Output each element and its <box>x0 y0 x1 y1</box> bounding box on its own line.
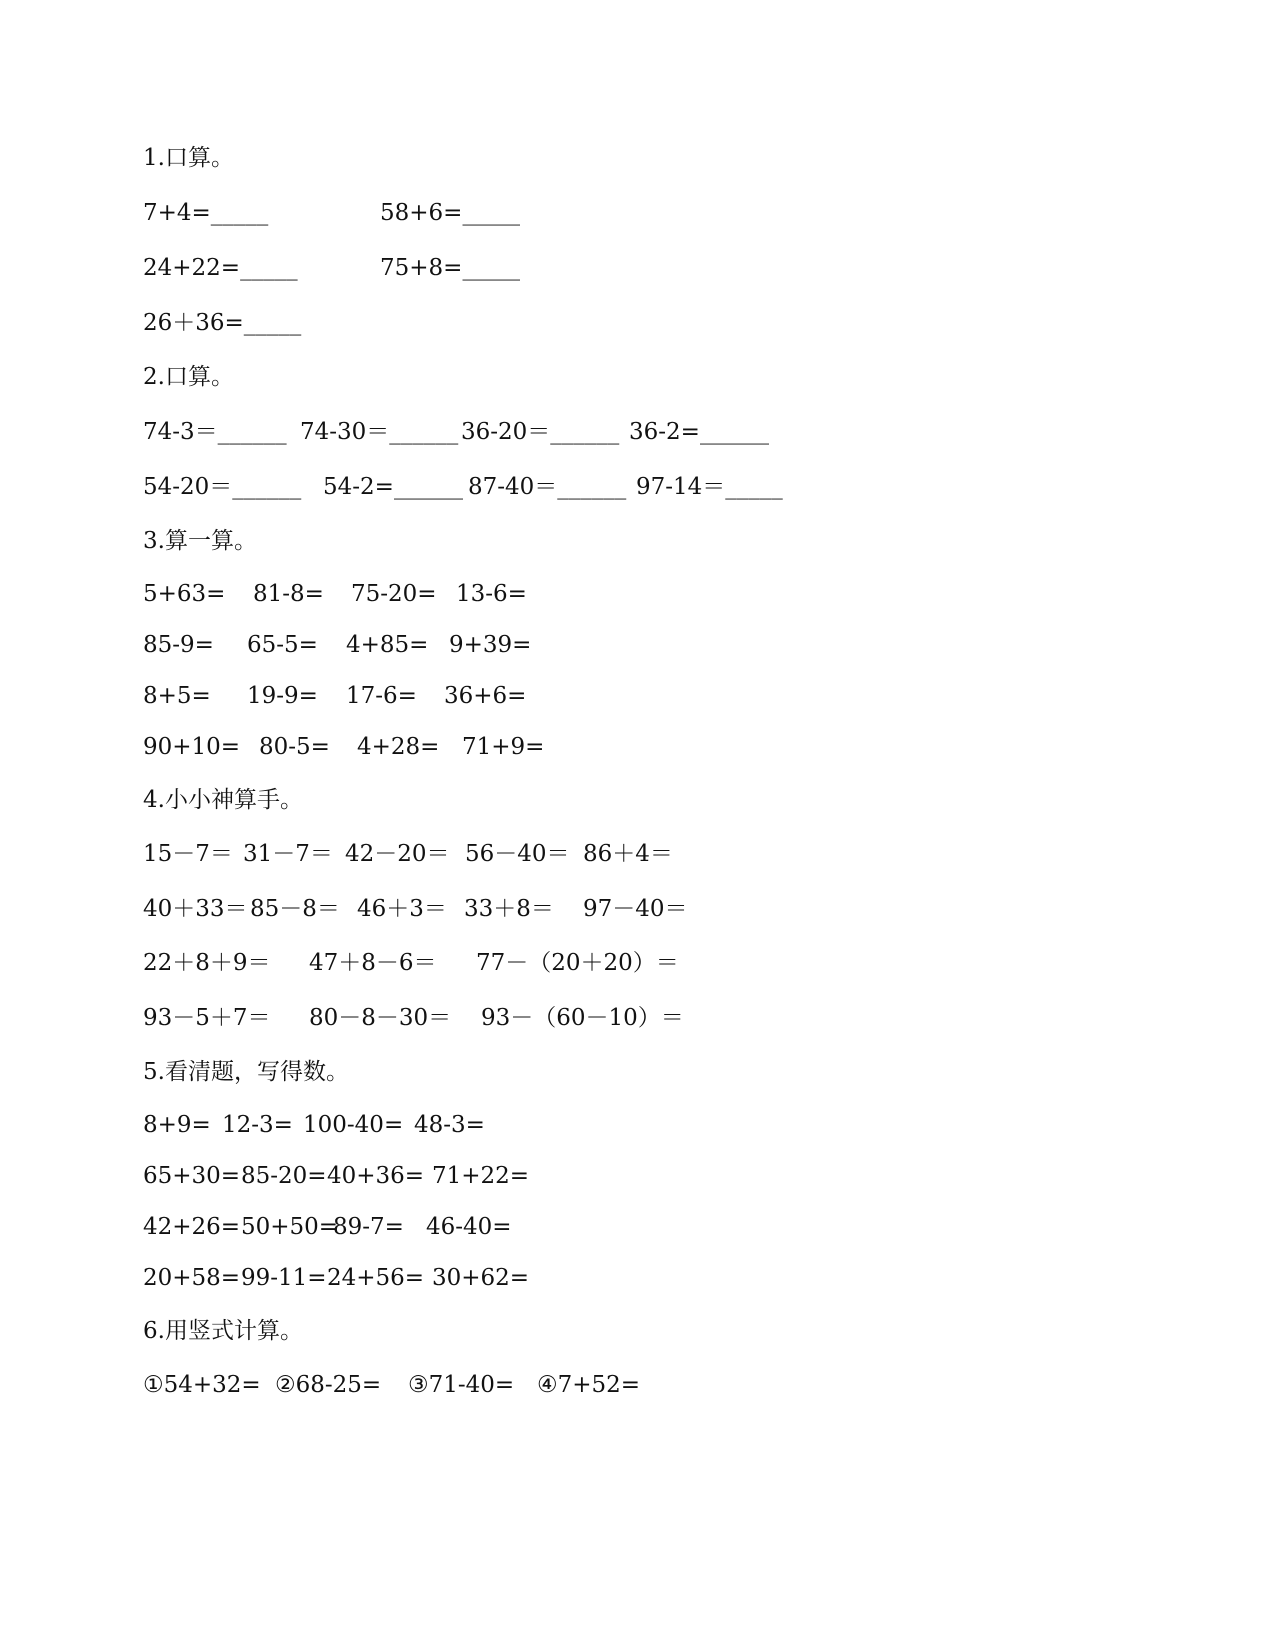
section-1-heading: 1.口算。 <box>143 145 234 171</box>
problem: 74-3＝______ <box>143 419 287 445</box>
problem: 48-3= <box>414 1112 485 1138</box>
problem: 58+6=_____ <box>380 200 520 226</box>
problem: 30+62= <box>432 1265 530 1291</box>
problem: 7+4=_____ <box>143 200 269 226</box>
problem: 65-5= <box>247 632 318 658</box>
problem: 87-40＝______ <box>468 474 627 500</box>
problem: 26＋36=_____ <box>143 310 302 336</box>
problem: 99-11= <box>241 1265 327 1291</box>
problem: ④7+52= <box>537 1372 641 1398</box>
problem: 97-14＝_____ <box>636 474 783 500</box>
problem: 54-20＝______ <box>143 474 302 500</box>
problem: 46-40= <box>426 1214 512 1240</box>
problem: 22＋8＋9＝ <box>143 950 271 976</box>
problem: 75-20= <box>351 581 437 607</box>
problem: 93－（60－10）＝ <box>481 1005 684 1031</box>
problem: 15－7＝ <box>143 841 233 867</box>
problem: 89-7= <box>333 1214 404 1240</box>
problem: ②68-25= <box>275 1372 382 1398</box>
problem: 4+85= <box>346 632 429 658</box>
problem: 24+56= <box>327 1265 425 1291</box>
problem: 33＋8＝ <box>464 896 554 922</box>
problem: 56－40＝ <box>465 841 570 867</box>
section-5-heading: 5.看清题，写得数。 <box>143 1059 349 1085</box>
section-4-heading: 4.小小神算手。 <box>143 787 303 813</box>
problem: 100-40= <box>303 1112 404 1138</box>
problem: 9+39= <box>449 632 532 658</box>
problem: 54-2=______ <box>323 474 463 500</box>
problem: 65+30= <box>143 1163 241 1189</box>
problem: 36+6= <box>444 683 527 709</box>
problem: 93－5＋7＝ <box>143 1005 271 1031</box>
problem: ③71-40= <box>408 1372 515 1398</box>
problem: ①54+32= <box>143 1372 261 1398</box>
problem: 36-2=______ <box>629 419 769 445</box>
problem: 86＋4＝ <box>583 841 673 867</box>
problem: 42+26= <box>143 1214 241 1240</box>
problem: 8+9= <box>143 1112 211 1138</box>
problem: 97－40＝ <box>583 896 688 922</box>
problem: 50+50= <box>241 1214 339 1240</box>
problem: 47＋8－6＝ <box>309 950 437 976</box>
problem: 90+10= <box>143 734 241 760</box>
problem: 71+9= <box>462 734 545 760</box>
problem: 85－8＝ <box>250 896 340 922</box>
problem: 8+5= <box>143 683 211 709</box>
problem: 85-9= <box>143 632 214 658</box>
problem: 77－（20＋20）＝ <box>476 950 679 976</box>
problem: 36-20＝______ <box>461 419 620 445</box>
section-3-heading: 3.算一算。 <box>143 528 257 554</box>
problem: 17-6= <box>346 683 417 709</box>
problem: 80－8－30＝ <box>309 1005 452 1031</box>
problem: 81-8= <box>253 581 324 607</box>
problem: 85-20= <box>241 1163 327 1189</box>
problem: 24+22=_____ <box>143 255 298 281</box>
problem: 5+63= <box>143 581 226 607</box>
problem: 31－7＝ <box>243 841 333 867</box>
problem: 75+8=_____ <box>380 255 520 281</box>
problem: 13-6= <box>456 581 527 607</box>
problem: 12-3= <box>222 1112 293 1138</box>
problem: 20+58= <box>143 1265 241 1291</box>
problem: 19-9= <box>247 683 318 709</box>
problem: 80-5= <box>259 734 330 760</box>
section-2-heading: 2.口算。 <box>143 364 234 390</box>
problem: 40＋33＝ <box>143 896 248 922</box>
problem: 71+22= <box>432 1163 530 1189</box>
problem: 74-30＝______ <box>300 419 459 445</box>
section-6-heading: 6.用竖式计算。 <box>143 1318 303 1344</box>
problem: 46＋3＝ <box>357 896 447 922</box>
problem: 4+28= <box>357 734 440 760</box>
problem: 42－20＝ <box>345 841 450 867</box>
problem: 40+36= <box>327 1163 425 1189</box>
